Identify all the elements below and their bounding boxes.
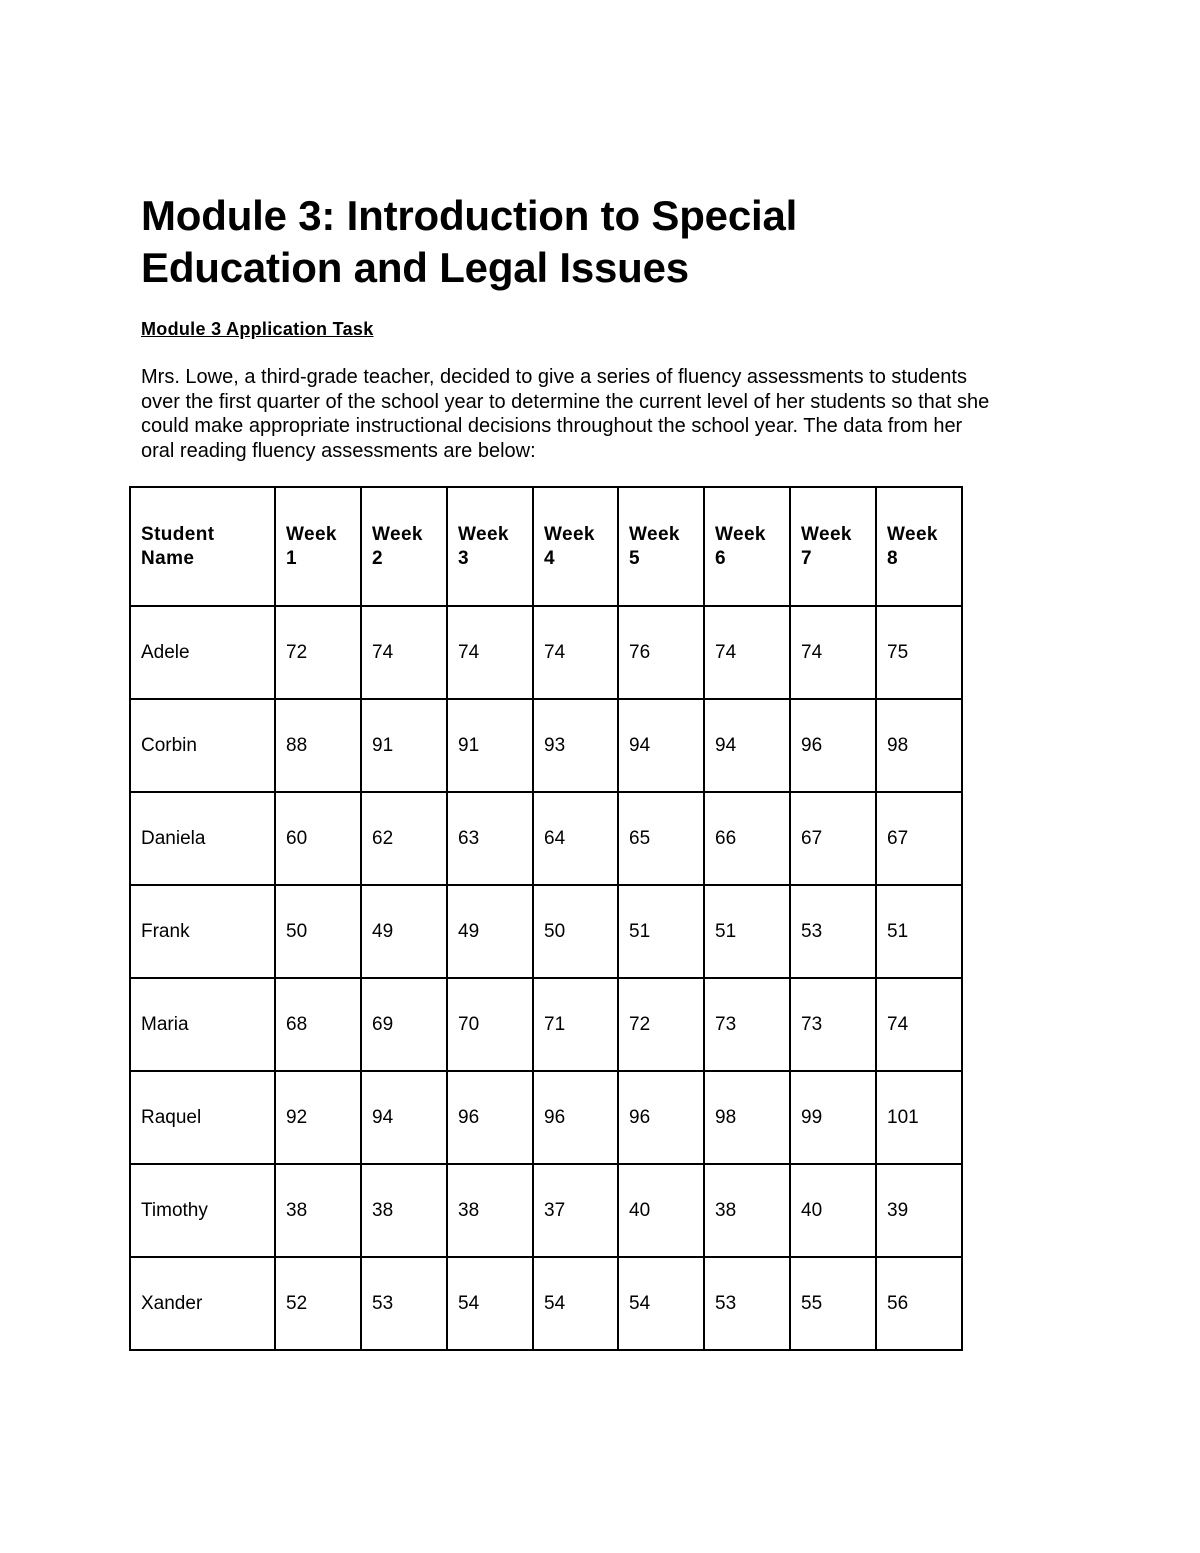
score-cell: 98 bbox=[876, 699, 962, 792]
week-header-number: 2 bbox=[372, 547, 383, 569]
student-name-cell: Timothy bbox=[130, 1164, 275, 1257]
student-name-cell: Raquel bbox=[130, 1071, 275, 1164]
score-cell: 93 bbox=[533, 699, 618, 792]
score-cell: 51 bbox=[618, 885, 704, 978]
score-cell: 66 bbox=[704, 792, 790, 885]
score-cell: 74 bbox=[361, 606, 447, 699]
column-header-week-6 bbox=[704, 487, 790, 606]
week-header-word: Week bbox=[458, 523, 509, 545]
score-cell: 74 bbox=[876, 978, 962, 1071]
score-cell: 62 bbox=[361, 792, 447, 885]
column-header-week-3 bbox=[447, 487, 533, 606]
score-cell: 101 bbox=[876, 1071, 962, 1164]
student-name-cell: Frank bbox=[130, 885, 275, 978]
score-cell: 51 bbox=[876, 885, 962, 978]
score-cell: 53 bbox=[704, 1257, 790, 1350]
score-cell: 99 bbox=[790, 1071, 876, 1164]
intro-line-4: oral reading fluency assessments are below: bbox=[141, 439, 536, 462]
score-cell: 96 bbox=[447, 1071, 533, 1164]
score-cell: 88 bbox=[275, 699, 361, 792]
score-cell: 70 bbox=[447, 978, 533, 1071]
score-cell: 38 bbox=[275, 1164, 361, 1257]
score-cell: 67 bbox=[790, 792, 876, 885]
column-header-week-4 bbox=[533, 487, 618, 606]
score-cell: 38 bbox=[704, 1164, 790, 1257]
column-header-week-2 bbox=[361, 487, 447, 606]
score-cell: 50 bbox=[275, 885, 361, 978]
table-row bbox=[130, 885, 962, 978]
week-header-word: Week bbox=[629, 523, 680, 545]
score-cell: 50 bbox=[533, 885, 618, 978]
score-cell: 73 bbox=[790, 978, 876, 1071]
student-name-cell: Corbin bbox=[130, 699, 275, 792]
week-header-number: 7 bbox=[801, 547, 812, 569]
score-cell: 69 bbox=[361, 978, 447, 1071]
score-cell: 54 bbox=[618, 1257, 704, 1350]
score-cell: 37 bbox=[533, 1164, 618, 1257]
fluency-data-table bbox=[129, 486, 963, 1351]
table-row bbox=[130, 1071, 962, 1164]
intro-paragraph bbox=[141, 365, 1071, 463]
table-row bbox=[130, 606, 962, 699]
score-cell: 94 bbox=[618, 699, 704, 792]
score-cell: 56 bbox=[876, 1257, 962, 1350]
table-row bbox=[130, 792, 962, 885]
score-cell: 54 bbox=[533, 1257, 618, 1350]
week-header-number: 5 bbox=[629, 547, 640, 569]
score-cell: 63 bbox=[447, 792, 533, 885]
intro-line-2: over the first quarter of the school year to determine the current level of her students so that she bbox=[141, 390, 990, 413]
document-body bbox=[141, 190, 1071, 462]
score-cell: 54 bbox=[447, 1257, 533, 1350]
week-header-number: 6 bbox=[715, 547, 726, 569]
score-cell: 96 bbox=[618, 1071, 704, 1164]
page-title-line-1: Module 3: Introduction to Special bbox=[141, 192, 798, 239]
score-cell: 38 bbox=[447, 1164, 533, 1257]
score-cell: 51 bbox=[704, 885, 790, 978]
week-header-number: 4 bbox=[544, 547, 555, 569]
header-label-line-1: Student bbox=[141, 523, 215, 545]
score-cell: 96 bbox=[533, 1071, 618, 1164]
table-row bbox=[130, 1164, 962, 1257]
score-cell: 75 bbox=[876, 606, 962, 699]
score-cell: 40 bbox=[618, 1164, 704, 1257]
score-cell: 76 bbox=[618, 606, 704, 699]
column-header-student-name bbox=[130, 487, 275, 606]
score-cell: 55 bbox=[790, 1257, 876, 1350]
table-row bbox=[130, 699, 962, 792]
score-cell: 71 bbox=[533, 978, 618, 1071]
score-cell: 74 bbox=[790, 606, 876, 699]
score-cell: 60 bbox=[275, 792, 361, 885]
week-header-word: Week bbox=[286, 523, 337, 545]
score-cell: 64 bbox=[533, 792, 618, 885]
score-cell: 68 bbox=[275, 978, 361, 1071]
score-cell: 65 bbox=[618, 792, 704, 885]
score-cell: 49 bbox=[361, 885, 447, 978]
week-header-word: Week bbox=[715, 523, 766, 545]
score-cell: 72 bbox=[275, 606, 361, 699]
week-header-number: 3 bbox=[458, 547, 469, 569]
section-heading: Module 3 Application Task bbox=[141, 319, 374, 339]
score-cell: 39 bbox=[876, 1164, 962, 1257]
student-name-cell: Xander bbox=[130, 1257, 275, 1350]
week-header-number: 1 bbox=[286, 547, 297, 569]
week-header-word: Week bbox=[801, 523, 852, 545]
score-cell: 49 bbox=[447, 885, 533, 978]
column-header-week-8 bbox=[876, 487, 962, 606]
score-cell: 74 bbox=[533, 606, 618, 699]
week-header-word: Week bbox=[887, 523, 938, 545]
table-body bbox=[130, 606, 962, 1350]
student-name-cell: Maria bbox=[130, 978, 275, 1071]
header-label-line-2: Name bbox=[141, 547, 195, 569]
score-cell: 98 bbox=[704, 1071, 790, 1164]
column-header-week-5 bbox=[618, 487, 704, 606]
score-cell: 40 bbox=[790, 1164, 876, 1257]
score-cell: 53 bbox=[790, 885, 876, 978]
score-cell: 96 bbox=[790, 699, 876, 792]
score-cell: 73 bbox=[704, 978, 790, 1071]
intro-line-1: Mrs. Lowe, a third-grade teacher, decided to give a series of fluency assessments to students bbox=[141, 366, 967, 388]
score-cell: 38 bbox=[361, 1164, 447, 1257]
score-cell: 94 bbox=[704, 699, 790, 792]
score-cell: 53 bbox=[361, 1257, 447, 1350]
page-title-line-2: Education and Legal Issues bbox=[141, 244, 689, 291]
score-cell: 92 bbox=[275, 1071, 361, 1164]
score-cell: 52 bbox=[275, 1257, 361, 1350]
score-cell: 67 bbox=[876, 792, 962, 885]
student-name-cell: Daniela bbox=[130, 792, 275, 885]
week-header-word: Week bbox=[544, 523, 595, 545]
score-cell: 74 bbox=[704, 606, 790, 699]
week-header-number: 8 bbox=[887, 547, 898, 569]
score-cell: 91 bbox=[447, 699, 533, 792]
score-cell: 94 bbox=[361, 1071, 447, 1164]
student-name-cell: Adele bbox=[130, 606, 275, 699]
column-header-week-7 bbox=[790, 487, 876, 606]
column-header-week-1 bbox=[275, 487, 361, 606]
table-header-row bbox=[130, 487, 962, 606]
week-header-word: Week bbox=[372, 523, 423, 545]
table-row bbox=[130, 1257, 962, 1350]
score-cell: 74 bbox=[447, 606, 533, 699]
table-row bbox=[130, 978, 962, 1071]
intro-line-3: could make appropriate instructional decisions throughout the school year. The data from her bbox=[141, 415, 963, 437]
score-cell: 72 bbox=[618, 978, 704, 1071]
score-cell: 91 bbox=[361, 699, 447, 792]
page-title bbox=[141, 190, 1071, 294]
